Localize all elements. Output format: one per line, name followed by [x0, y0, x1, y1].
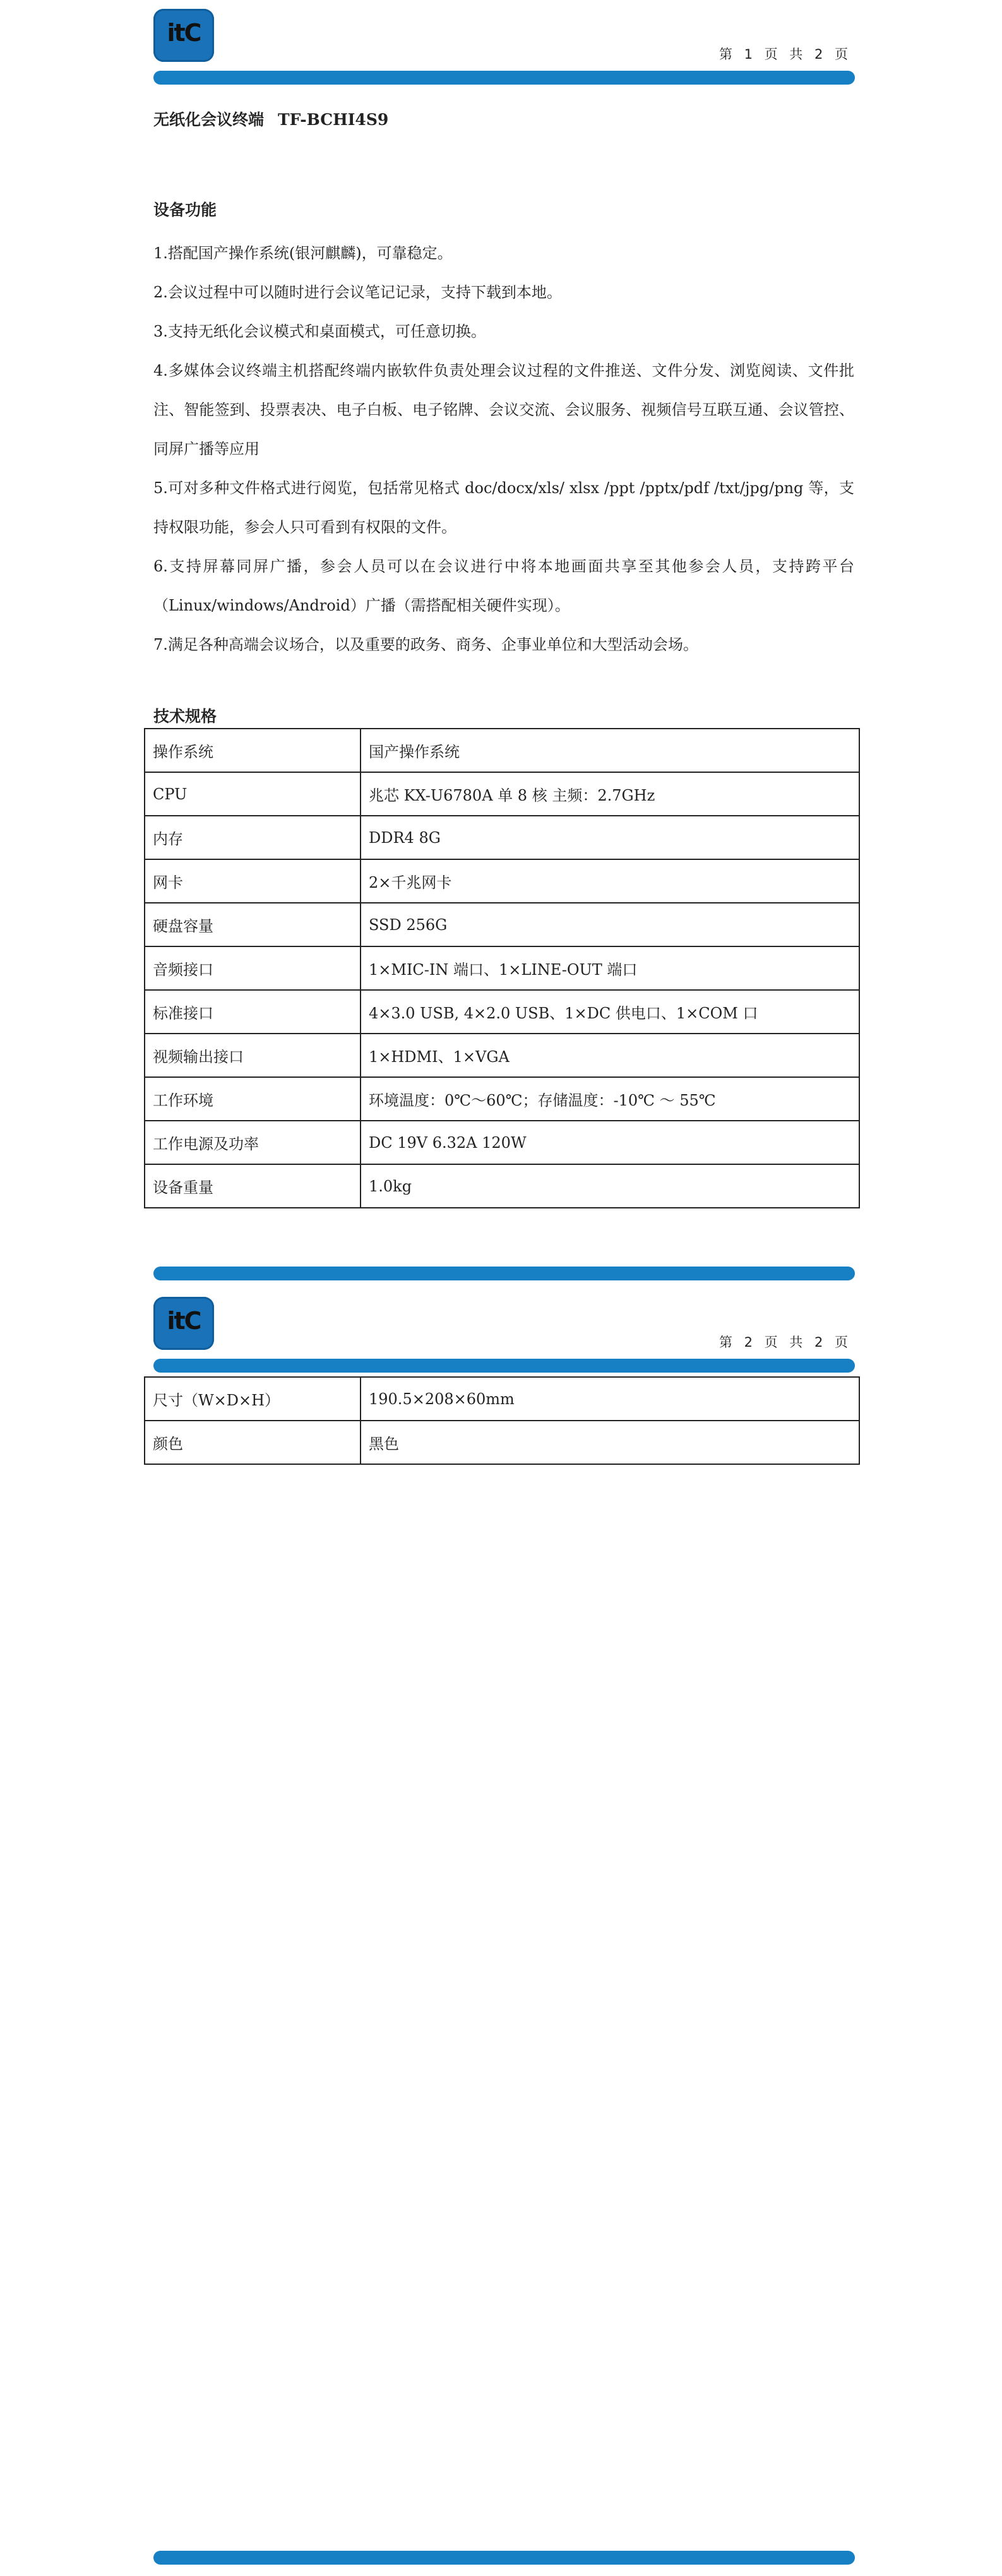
- feature-item: 2.会议过程中可以随时进行会议笔记记录，支持下载到本地。: [153, 283, 562, 301]
- spec-value: 4×3.0 USB, 4×2.0 USB、1×DC 供电口、1×COM 口: [361, 990, 859, 1034]
- features-heading: 设备功能: [153, 201, 217, 219]
- footer-divider-bar: [153, 2551, 855, 2565]
- features-list: [153, 234, 854, 664]
- spec-key: 尺寸（W×D×H）: [145, 1377, 361, 1421]
- table-row: [145, 772, 859, 816]
- company-logo: [153, 9, 214, 62]
- spec-value: 2×千兆网卡: [361, 859, 859, 903]
- spec-value: 1.0kg: [361, 1164, 859, 1208]
- spec-key: 标准接口: [145, 990, 361, 1034]
- table-row: [145, 1034, 859, 1077]
- table-row: [145, 990, 859, 1034]
- spec-key: 工作电源及功率: [145, 1121, 361, 1164]
- table-row: [145, 946, 859, 990]
- spec-value: DDR4 8G: [361, 816, 859, 859]
- spec-value: 环境温度：0℃～60℃；存储温度：-10℃ ～ 55℃: [361, 1077, 859, 1121]
- logo-text: itC: [167, 19, 201, 47]
- spec-key: 内存: [145, 816, 361, 859]
- spec-key: 硬盘容量: [145, 903, 361, 946]
- spec-key: 音频接口: [145, 946, 361, 990]
- spec-key: 颜色: [145, 1421, 361, 1464]
- product-model: TF-BCHI4S9: [278, 110, 389, 129]
- spec-key: 工作环境: [145, 1077, 361, 1121]
- spec-value: 190.5×208×60mm: [361, 1377, 859, 1421]
- spec-key: 操作系统: [145, 729, 361, 772]
- spec-value: DC 19V 6.32A 120W: [361, 1121, 859, 1164]
- feature-item: 6.支持屏幕同屏广播，参会人员可以在会议进行中将本地画面共享至其他参会人员，支持跨平台（Linux/windows/Android）广播（需搭配相关硬件实现）。: [153, 558, 854, 614]
- header-divider-bar: [153, 1359, 855, 1373]
- spec-key: 视频输出接口: [145, 1034, 361, 1077]
- table-row: [145, 1421, 859, 1464]
- spec-key: 网卡: [145, 859, 361, 903]
- spec-table: [144, 728, 860, 1208]
- product-name: 无纸化会议终端: [153, 110, 265, 129]
- table-row: [145, 1377, 859, 1421]
- spec-value: SSD 256G: [361, 903, 859, 946]
- table-row: [145, 1164, 859, 1208]
- feature-item: 1.搭配国产操作系统(银河麒麟)，可靠稳定。: [153, 244, 453, 262]
- spec-key: 设备重量: [145, 1164, 361, 1208]
- table-row: [145, 859, 859, 903]
- table-row: [145, 903, 859, 946]
- spec-value: 兆芯 KX-U6780A 单 8 核 主频：2.7GHz: [361, 772, 859, 816]
- spec-table-continued: [144, 1376, 860, 1465]
- feature-item: 7.满足各种高端会议场合，以及重要的政务、商务、企事业单位和大型活动会场。: [153, 636, 698, 653]
- company-logo: [153, 1297, 214, 1350]
- page-number-label: 第 1 页 共 2 页: [719, 47, 852, 62]
- feature-item: 3.支持无纸化会议模式和桌面模式，可任意切换。: [153, 323, 486, 340]
- logo-text: itC: [167, 1307, 201, 1335]
- page-number-label: 第 2 页 共 2 页: [719, 1335, 852, 1350]
- document-title: [153, 107, 388, 130]
- specs-heading: 技术规格: [153, 707, 217, 725]
- header-divider-bar: [153, 71, 855, 85]
- feature-item: 4.多媒体会议终端主机搭配终端内嵌软件负责处理会议过程的文件推送、文件分发、浏览阅读、文件批注、智能签到、投票表决、电子白板、电子铭牌、会议交流、会议服务、视频信号互联互通、会议管控、同屏广播等应用: [153, 362, 854, 458]
- table-row: [145, 816, 859, 859]
- table-row: [145, 1077, 859, 1121]
- spec-value: 国产操作系统: [361, 729, 859, 772]
- spec-value: 1×MIC-IN 端口、1×LINE-OUT 端口: [361, 946, 859, 990]
- footer-divider-bar: [153, 1267, 855, 1280]
- spec-key: CPU: [145, 772, 361, 816]
- spec-value: 1×HDMI、1×VGA: [361, 1034, 859, 1077]
- spec-value: 黑色: [361, 1421, 859, 1464]
- table-row: [145, 1121, 859, 1164]
- feature-item: 5.可对多种文件格式进行阅览，包括常见格式 doc/docx/xls/ xlsx /ppt /pptx/pdf /txt/jpg/png 等，支持权限功能，参会人只可看到有权限的文件。: [153, 479, 854, 536]
- table-row: [145, 729, 859, 772]
